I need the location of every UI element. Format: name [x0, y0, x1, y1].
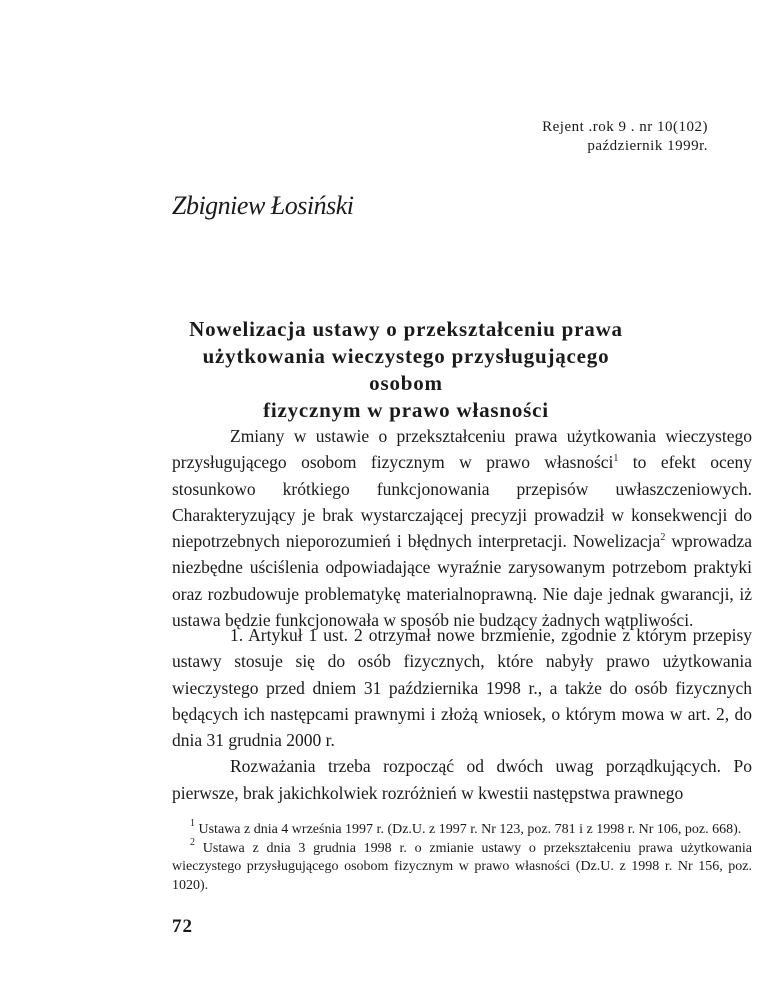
- section-1-paragraph-1: 1. Artykuł 1 ust. 2 otrzymał nowe brzmienie, zgodnie z którym przepisy ustawy stosuje się do osób fizycznych, które nabyły prawo użytkowania wieczystego przed dniem 31 października 1998 r., a także do osób fizycznych będących ich następcami prawnymi i złożą wniosek, o którym mowa w art. 2, do dnia 31 grudnia 2000 r.: [172, 625, 752, 751]
- footnotes: [172, 818, 752, 895]
- footnote-2: [172, 836, 752, 896]
- footnote-1-mark: 1: [190, 818, 195, 829]
- journal-reference: [542, 118, 708, 156]
- intro-text-part-2: to efekt oceny stosunkowo krótkiego funkcjonowania przepisów uwłaszczeniowych. Charakteryzujący je brak wystarczającej precyzji prowadził w konsekwencji do niepotrzebnych nieporozumień i błędnych interpretacji. Nowelizacja: [172, 452, 752, 552]
- article-title-line-1: Nowelizacja ustawy o przekształceniu prawa: [189, 317, 623, 341]
- footnote-ref-2: 2: [660, 532, 666, 544]
- journal-date-line: październik 1999r.: [587, 138, 708, 154]
- section-1-paragraph-2: Rozważania trzeba rozpocząć od dwóch uwag porządkujących. Po pierwsze, brak jakichkolwiek rozróżnień w kwestii następstwa prawnego: [172, 756, 752, 803]
- article-title-line-3: fizycznym w prawo własności: [263, 398, 549, 422]
- author-name: Zbigniew Łosiński: [172, 191, 354, 220]
- footnote-ref-1: 1: [613, 453, 619, 465]
- footnote-1-text: Ustawa z dnia 4 września 1997 r. (Dz.U. z 1997 r. Nr 123, poz. 781 i z 1998 r. Nr 106, poz. 668).: [195, 822, 742, 837]
- intro-section: [172, 423, 752, 633]
- page-number: 72: [172, 916, 193, 937]
- footnote-1: [172, 818, 752, 840]
- intro-text-part-3: wprowadza niezbędne uściślenia odpowiadające wyraźnie zarysowanym potrzebom praktyki oraz rozbudowuje problematykę materialnoprawną. Nie daje jednak gwarancji, iż ustawa będzie funkcjonowała w sposób nie budzący żadnych wątpliwości.: [172, 531, 752, 631]
- intro-text-part-1: Zmiany w ustawie o przekształceniu prawa użytkowania wieczystego przysługującego osobom fizycznym w prawo własności: [172, 426, 752, 473]
- footnote-2-mark: 2: [190, 836, 195, 848]
- article-title: [180, 316, 632, 424]
- article-title-line-2: użytkowania wieczystego przysługującego osobom: [202, 344, 610, 395]
- intro-paragraph: [172, 423, 752, 633]
- journal-issue-line: Rejent .rok 9 . nr 10(102): [542, 119, 708, 135]
- footnote-2-text: Ustawa z dnia 3 grudnia 1998 r. o zmianie ustawy o przekształceniu prawa użytkowania wieczystego przysługującego osobom fizycznym w prawo własności (Dz.U. z 1998 r. Nr 156, poz. 1020).: [172, 840, 752, 893]
- section-1: [172, 622, 752, 806]
